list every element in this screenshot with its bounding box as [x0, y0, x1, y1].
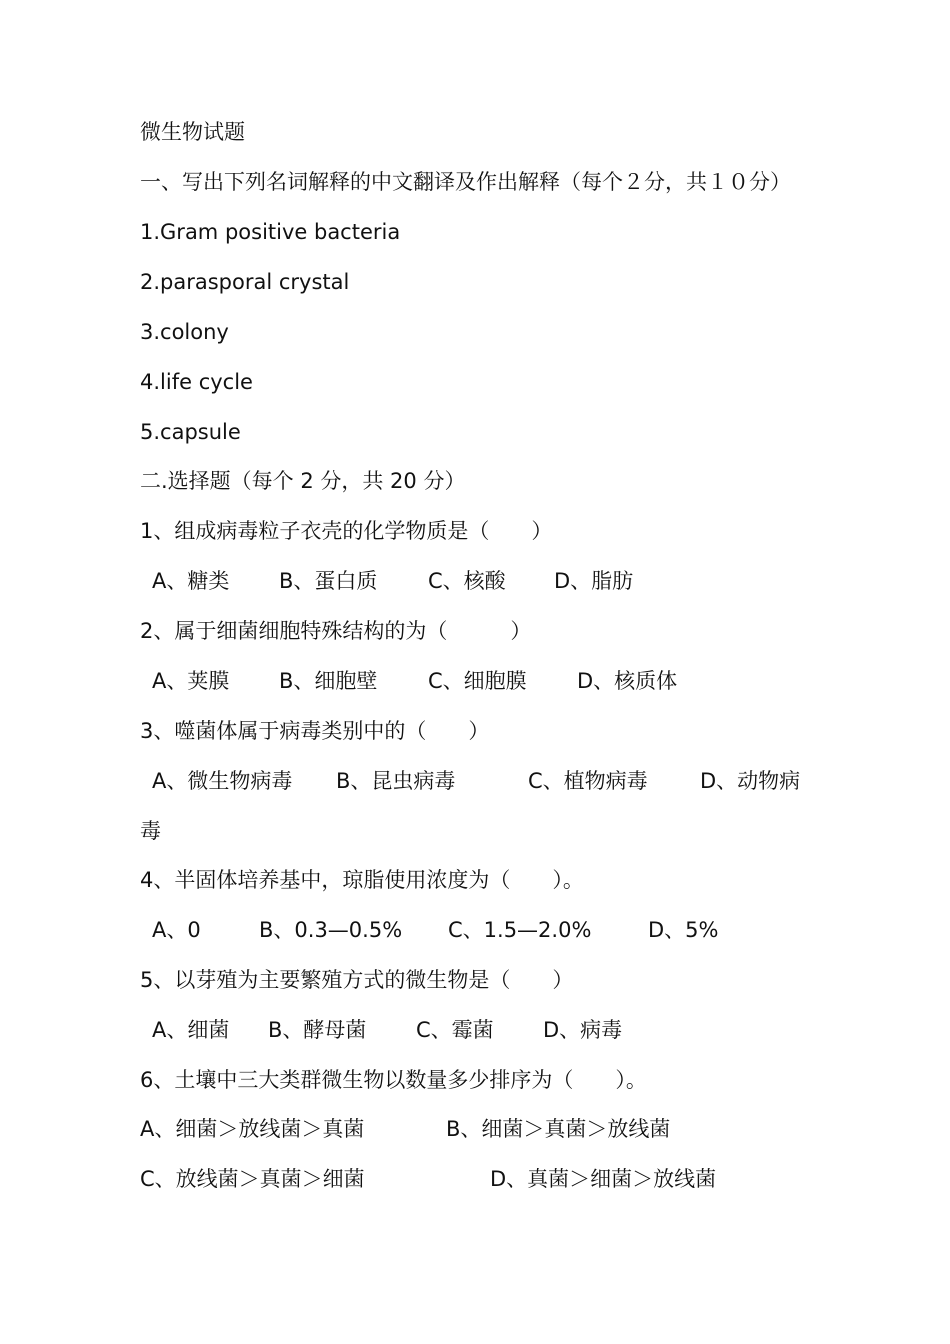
- option-b: B、细胞壁: [279, 669, 378, 693]
- option-wrap: 毒: [140, 819, 161, 843]
- option-c: C、1.5—2.0%: [448, 918, 592, 942]
- section1-heading: 一、写出下列名词解释的中文翻译及作出解释（每个２分，共１０分）: [140, 170, 791, 194]
- option-b: B、细菌＞真菌＞放线菌: [446, 1117, 671, 1141]
- option-a: A、荚膜: [152, 669, 230, 693]
- option-a: A、细菌＞放线菌＞真菌: [140, 1117, 365, 1141]
- option-b: B、酵母菌: [268, 1018, 367, 1042]
- term-item: 1.Gram positive bacteria: [140, 220, 401, 244]
- option-d: D、脂肪: [554, 569, 634, 593]
- option-a: A、0: [152, 918, 201, 942]
- question-stem: 2、属于细菌细胞特殊结构的为（ ）: [140, 619, 532, 643]
- option-d: D、核质体: [577, 669, 678, 693]
- question-stem: 4、半固体培养基中，琼脂使用浓度为（ ）。: [140, 868, 584, 892]
- question-stem: 6、土壤中三大类群微生物以数量多少排序为（ ）。: [140, 1068, 647, 1092]
- option-c: C、核酸: [428, 569, 506, 593]
- option-c: C、放线菌＞真菌＞细菌: [140, 1167, 365, 1191]
- option-b: B、蛋白质: [279, 569, 378, 593]
- document-title: 微生物试题: [140, 120, 245, 144]
- term-item: 5.capsule: [140, 420, 241, 444]
- option-b: B、昆虫病毒: [336, 769, 456, 793]
- question-stem: 1、组成病毒粒子衣壳的化学物质是（ ）: [140, 519, 553, 543]
- term-item: 3.colony: [140, 320, 229, 344]
- option-a: A、细菌: [152, 1018, 230, 1042]
- term-item: 4.life cycle: [140, 370, 253, 394]
- option-b: B、0.3—0.5%: [259, 918, 403, 942]
- option-d: D、5%: [648, 918, 719, 942]
- option-a: A、糖类: [152, 569, 230, 593]
- option-d: D、动物病: [700, 769, 801, 793]
- option-c: C、细胞膜: [428, 669, 527, 693]
- term-item: 2.parasporal crystal: [140, 270, 350, 294]
- section2-heading: 二.选择题（每个 2 分，共 20 分）: [140, 469, 466, 493]
- question-stem: 3、噬菌体属于病毒类别中的（ ）: [140, 719, 490, 743]
- option-c: C、植物病毒: [528, 769, 648, 793]
- option-a: A、微生物病毒: [152, 769, 293, 793]
- option-d: D、病毒: [543, 1018, 623, 1042]
- question-stem: 5、以芽殖为主要繁殖方式的微生物是（ ）: [140, 968, 574, 992]
- option-d: D、真菌＞细菌＞放线菌: [490, 1167, 717, 1191]
- option-c: C、霉菌: [416, 1018, 494, 1042]
